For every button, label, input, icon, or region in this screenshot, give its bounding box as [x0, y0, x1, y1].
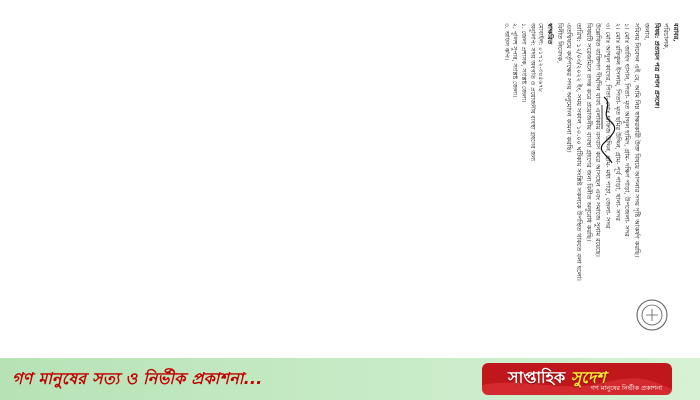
doc-line: স্বাক্ষরিত — [545, 23, 554, 45]
signature-mark-icon — [598, 95, 618, 165]
footer-tagline: গণ মানুষের সত্য ও নির্ভীক প্রকাশনা... — [12, 368, 263, 388]
doc-line: মোবাইল: ০১৭১২-৩৪৫৬৭৮ — [537, 23, 545, 93]
doc-line: বিষয়: প্রত্যয়ন পত্র প্রদান প্রসঙ্গে। — [652, 23, 661, 109]
rotated-document — [10, 9, 690, 349]
seal-stamp-icon — [634, 297, 670, 333]
doc-line: উল্লেখিত ব্যক্তিগণ দীর্ঘদিন যাবৎ এলাকায় বসবাস করে আসছেন এবং সমাজে সুনাম রয়েছে। — [594, 23, 603, 257]
doc-line: ৩। মোঃ আব্দুল কাদের, পিতা- মোঃ হাফিজ উদ্দিন, গ্রাম- মধ্য পাড়া, জেলা- সদর — [604, 23, 613, 229]
logo-wordmark-right: সুদেশ — [570, 368, 606, 387]
footer-banner — [0, 358, 700, 400]
doc-line: তারিখ: ১২/০৩/২০২২ ইং, সময় সকাল ১০.০০ ঘটিকায় সংশ্লিষ্ট সকলকে উপস্থিত থাকতে বলা হলো। — [574, 23, 583, 281]
doc-line: ৩. অফিস কপি। — [502, 23, 510, 61]
document-page — [10, 9, 690, 349]
publication-logo — [482, 363, 672, 395]
doc-line: পরিচালক, — [662, 23, 671, 50]
doc-line: ২. পুলিশ সুপার, সংশ্লিষ্ট জেলা। — [511, 23, 519, 98]
doc-line: এতদ্বিষয়ে কর্তৃপক্ষের সদয় অনুমোদন কামনা করছি। — [565, 23, 574, 153]
doc-line: বিষয়টি সরেজমিনে তদন্ত করে প্রয়োজনীয় ব্যবস্থা গ্রহণের জন্য বিনীত অনুরোধ করছি। — [584, 23, 593, 242]
doc-line: অনুলিপি: সদয় অবগতি ও প্রয়োজনীয় ব্যবস্থা গ্রহণের জন্য — [528, 23, 536, 162]
doc-line: ১। মোঃ জাহিদ হাসান, পিতা- মৃত আব্দুল হামিদ, গ্রাম- দক্ষিণ পাড়া, উপজেলা- সদর — [623, 23, 632, 237]
doc-line: বরাবর, — [672, 23, 680, 42]
doc-line: সবিনয় নিবেদন এই যে, আমি নিম্ন স্বাক্ষরকারী উক্ত বিষয়ে আপনার সদয় দৃষ্টি আকর্ষণ করছি। — [633, 23, 642, 258]
logo-wordmark-left: সাপ্তাহিক — [508, 368, 566, 387]
doc-line: জনাব, — [642, 23, 651, 41]
doc-line: বিনীত নিবেদক, — [555, 23, 564, 64]
logo-subtitle: গণ মানুষের নির্ভীক প্রকাশনা — [590, 384, 662, 392]
doc-line: ২। মোঃ রফিকুল ইসলাম, পিতা- মৃত ছমির উদ্দিন, গ্রাম- পূর্ব পাড়া, থানা- সদর — [613, 23, 622, 221]
doc-line: ১. জেলা প্রশাসক, সংশ্লিষ্ট জেলা। — [519, 23, 527, 103]
